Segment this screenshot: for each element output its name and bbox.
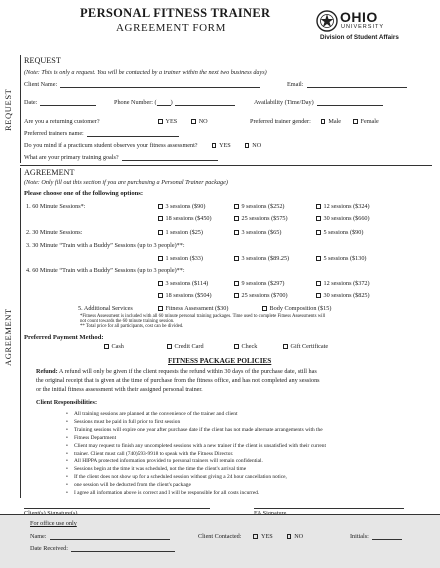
ohio-seal-icon: [316, 10, 338, 32]
opt4-item[interactable]: [234, 281, 284, 287]
opt1-item[interactable]: [158, 204, 205, 210]
option3-label: 3. 30 Minute “Train with a Buddy” Sessions (up to 3 people)**:: [26, 242, 185, 249]
list-item: • Sessions begin at the time it was scheduled, not the time the client's arrival time: [66, 466, 326, 474]
opt4-item-label: 18 sessions ($504): [165, 292, 212, 299]
payment-credit[interactable]: [167, 344, 204, 350]
gender-female-label: Female: [360, 118, 379, 125]
practicum-yes-checkbox[interactable]: [212, 143, 217, 148]
opt4-item-label: 9 sessions ($297): [241, 280, 285, 287]
opt4-item-label: 3 sessions ($114): [165, 280, 209, 287]
opt4-item-label: 25 sessions ($700): [241, 292, 288, 299]
opt3-item[interactable]: [158, 256, 203, 262]
agreement-note: (Note: Only fill out this section if you are purchasing a Personal Trainer package): [24, 179, 228, 186]
opt2-checkbox[interactable]: [316, 230, 321, 235]
form-subtitle: AGREEMENT FORM: [116, 22, 226, 34]
opt3-item[interactable]: [234, 256, 289, 262]
payment-gift-label: Gift Certificate: [290, 343, 329, 350]
goals-label: What are your primary training goals?: [24, 154, 119, 161]
option4-label: 4. 60 Minute “Train with a Buddy” Sessions (up to 3 people)**:: [26, 267, 185, 274]
returning-no-checkbox[interactable]: [191, 119, 196, 124]
payment-gift-checkbox[interactable]: [283, 344, 288, 349]
opt1-checkbox[interactable]: [158, 216, 163, 221]
opt1-checkbox[interactable]: [316, 204, 321, 209]
list-item: [66, 435, 326, 443]
list-item-cont: trainer. Client must call (740)593-9918 to speak with the Fitness Director.: [74, 450, 234, 457]
request-side-bar: [20, 55, 21, 163]
opt1-item[interactable]: [316, 216, 370, 222]
payment-gift[interactable]: [283, 344, 328, 350]
footnote-1: *Fitness Assessment is included with all 60 minute personal training packages. Time used to complete Fitness Assessments will: [80, 314, 326, 319]
request-heading: REQUEST: [24, 56, 61, 65]
logo-name: OHIO: [340, 9, 378, 25]
opt2-item-label: 3 sessions ($65): [241, 229, 282, 236]
opt5-item-label: Fitness Assessment ($30): [165, 305, 229, 312]
opt1-item[interactable]: [316, 204, 370, 210]
client-signature-line[interactable]: [24, 508, 210, 509]
footnote-1b: not count towards the 60 minute training session.: [80, 319, 175, 324]
opt4-item-label: 30 sessions ($825): [323, 292, 370, 299]
choose-label: Please choose one of the following options:: [24, 190, 144, 197]
opt1-checkbox[interactable]: [316, 216, 321, 221]
opt3-checkbox[interactable]: [158, 256, 163, 261]
opt2-checkbox[interactable]: [234, 230, 239, 235]
opt1-checkbox[interactable]: [234, 204, 239, 209]
opt1-checkbox[interactable]: [158, 204, 163, 209]
opt3-checkbox[interactable]: [316, 256, 321, 261]
opt2-item[interactable]: [316, 230, 363, 236]
payment-cash[interactable]: [104, 344, 124, 350]
opt4-item-label: 12 sessions ($372): [323, 280, 370, 287]
opt3-checkbox[interactable]: [234, 256, 239, 261]
opt2-item[interactable]: [234, 230, 281, 236]
opt1-item-label: 12 sessions ($324): [323, 203, 370, 210]
office-name-label: Name:: [30, 533, 47, 540]
opt5-item-label: Body Composition ($15): [269, 305, 332, 312]
opt1-checkbox[interactable]: [234, 216, 239, 221]
gender-female-checkbox[interactable]: [353, 119, 358, 124]
trainers-name-field[interactable]: [87, 131, 179, 137]
opt4-checkbox[interactable]: [234, 281, 239, 286]
opt4-checkbox[interactable]: [234, 293, 239, 298]
opt5-item[interactable]: [262, 306, 331, 312]
availability-field[interactable]: [317, 100, 383, 106]
returning-yes-checkbox[interactable]: [158, 119, 163, 124]
refund-text-1: A refund will only be given if the client requests the refund within 30 days of the purchase date, still has: [58, 368, 317, 375]
date-label: Date:: [24, 99, 38, 106]
opt4-checkbox[interactable]: [316, 281, 321, 286]
opt1-item-label: 3 sessions ($90): [165, 203, 206, 210]
goals-field[interactable]: [122, 155, 218, 161]
opt1-item-label: 30 sessions ($660): [323, 215, 370, 222]
list-item-cont: Fitness Department: [74, 434, 117, 441]
date-field[interactable]: [40, 100, 96, 106]
option2-label: 2. 30 Minute Sessions:: [26, 229, 83, 236]
opt5-item[interactable]: [158, 306, 228, 312]
phone-label: Phone Number: (: [114, 99, 157, 106]
request-note: (Note: This is only a request. You will be contacted by a trainer within the next two business days): [24, 69, 267, 76]
payment-credit-checkbox[interactable]: [167, 344, 172, 349]
list-item: [66, 482, 326, 490]
division-name: Division of Student Affairs: [320, 34, 399, 41]
opt1-item[interactable]: [234, 204, 284, 210]
option5-label: 5. Additional Services: [78, 305, 133, 312]
opt1-item-label: 25 sessions ($575): [241, 215, 288, 222]
opt2-checkbox[interactable]: [158, 230, 163, 235]
opt4-checkbox[interactable]: [158, 281, 163, 286]
list-item: • All training sessions are planned at the convenience of the trainer and client: [66, 411, 326, 419]
contacted-yes-checkbox[interactable]: [253, 534, 258, 539]
contacted-yes-label: YES: [260, 533, 273, 540]
phone-number-field[interactable]: [175, 100, 235, 106]
opt3-item-label: 5 sessions ($130): [323, 255, 367, 262]
opt5-checkbox[interactable]: [158, 306, 163, 311]
payment-cash-checkbox[interactable]: [104, 344, 109, 349]
returning-no-label: NO: [198, 118, 208, 125]
opt3-item-label: 1 session ($33): [165, 255, 203, 262]
client-name-field[interactable]: [60, 82, 260, 88]
trainers-name-label: Preferred trainers name:: [24, 130, 84, 137]
practicum-label: Do you mind if a practicum student observes your fitness assessment?: [24, 142, 198, 149]
agreement-side-label: AGREEMENT: [3, 308, 13, 366]
list-item: • Sessions must be paid in full prior to first session: [66, 419, 326, 427]
list-item-cont: one session will be deducted from the client's package: [74, 482, 191, 489]
practicum-no-checkbox[interactable]: [245, 143, 250, 148]
office-heading: For office use only: [30, 520, 77, 527]
opt4-item[interactable]: [234, 293, 288, 299]
payment-label: Preferred Payment Method:: [24, 334, 104, 341]
gender-male-label: Male: [328, 118, 342, 125]
opt4-item[interactable]: [158, 281, 208, 287]
opt2-item-label: 5 sessions ($90): [323, 229, 364, 236]
phone-close: ): [170, 99, 173, 106]
opt1-item[interactable]: [234, 216, 288, 222]
availability-label: Availability (Time/Day): [254, 99, 314, 106]
responsibilities-list: [66, 411, 326, 498]
opt2-item-label: 1 session ($25): [165, 229, 203, 236]
email-field[interactable]: [307, 82, 407, 88]
opt4-checkbox[interactable]: [158, 293, 163, 298]
gender-label: Preferred trainer gender:: [250, 118, 311, 125]
client-name-label: Client Name:: [24, 81, 58, 88]
refund-label: Refund:: [36, 368, 58, 375]
policies-heading: FITNESS PACKAGE POLICIES: [168, 357, 272, 365]
opt1-item-label: 9 sessions ($252): [241, 203, 285, 210]
gender-male-checkbox[interactable]: [321, 119, 326, 124]
contacted-no-label: NO: [294, 533, 304, 540]
opt5-checkbox[interactable]: [262, 306, 267, 311]
opt1-item-label: 18 sessions ($450): [165, 215, 212, 222]
option1-label: 1. 60 Minute Sessions*:: [26, 203, 86, 210]
practicum-yes-label: YES: [219, 142, 231, 149]
initials-field[interactable]: [372, 534, 402, 540]
opt4-item[interactable]: [316, 293, 370, 299]
refund-text-2: the original receipt that is given at the time of purchase from the fitness office, and has not completed any sessions: [36, 377, 320, 384]
payment-cash-label: Cash: [111, 343, 124, 350]
phone-area-field[interactable]: [157, 100, 171, 106]
refund-text-3: or the initial fitness assessment with their assigned personal trainer.: [36, 386, 203, 393]
opt1-item[interactable]: [158, 216, 212, 222]
payment-check-checkbox[interactable]: [234, 344, 239, 349]
opt4-item[interactable]: [158, 293, 212, 299]
footnote-2: ** Total price for all participants, cost can be divided.: [80, 324, 184, 329]
opt4-checkbox[interactable]: [316, 293, 321, 298]
section-divider: [20, 165, 432, 166]
list-item: • Training sessions will expire one year after purchase date if the client has not made alternate arrangements with the: [66, 427, 326, 435]
date-received-field[interactable]: [71, 546, 175, 552]
payment-check-label: Check: [241, 343, 258, 350]
list-item: • If the client does not show up for a scheduled session without giving a 24 hour cancellation notice,: [66, 474, 326, 482]
form-title: PERSONAL FITNESS TRAINER: [80, 6, 271, 20]
returning-yes-label: YES: [165, 118, 178, 125]
email-label: Email:: [287, 81, 304, 88]
agreement-side-bar: [20, 168, 21, 498]
returning-label: Are you a returning customer?: [24, 118, 100, 125]
fa-signature-line[interactable]: [254, 508, 404, 509]
date-received-label: Date Received:: [30, 545, 68, 552]
request-side-label: REQUEST: [3, 88, 13, 131]
initials-label: Initials:: [350, 533, 369, 540]
contacted-no-checkbox[interactable]: [287, 534, 292, 539]
opt3-item-label: 3 sessions ($89.25): [241, 255, 290, 262]
list-item: • Client may request to finish any uncompleted sessions with a new trainer if the client is unsatisfied with their current: [66, 443, 326, 451]
logo-sub: UNIVERSITY: [341, 24, 385, 30]
opt4-item[interactable]: [316, 281, 370, 287]
practicum-no-label: NO: [252, 142, 262, 149]
list-item: • I agree all information above is correct and I will be responsible for all costs incurred.: [66, 490, 326, 498]
office-name-field[interactable]: [50, 534, 170, 540]
payment-credit-label: Credit Card: [174, 343, 204, 350]
client-contacted-label: Client Contacted:: [198, 533, 242, 540]
opt2-item[interactable]: [158, 230, 203, 236]
responsibilities-label: Client Responsibilities:: [36, 399, 98, 406]
opt3-item[interactable]: [316, 256, 366, 262]
payment-check[interactable]: [234, 344, 257, 350]
agreement-heading: AGREEMENT: [24, 168, 75, 177]
list-item: • All HIPPA protected information provided to personal trainers will remain confidential.: [66, 458, 326, 466]
